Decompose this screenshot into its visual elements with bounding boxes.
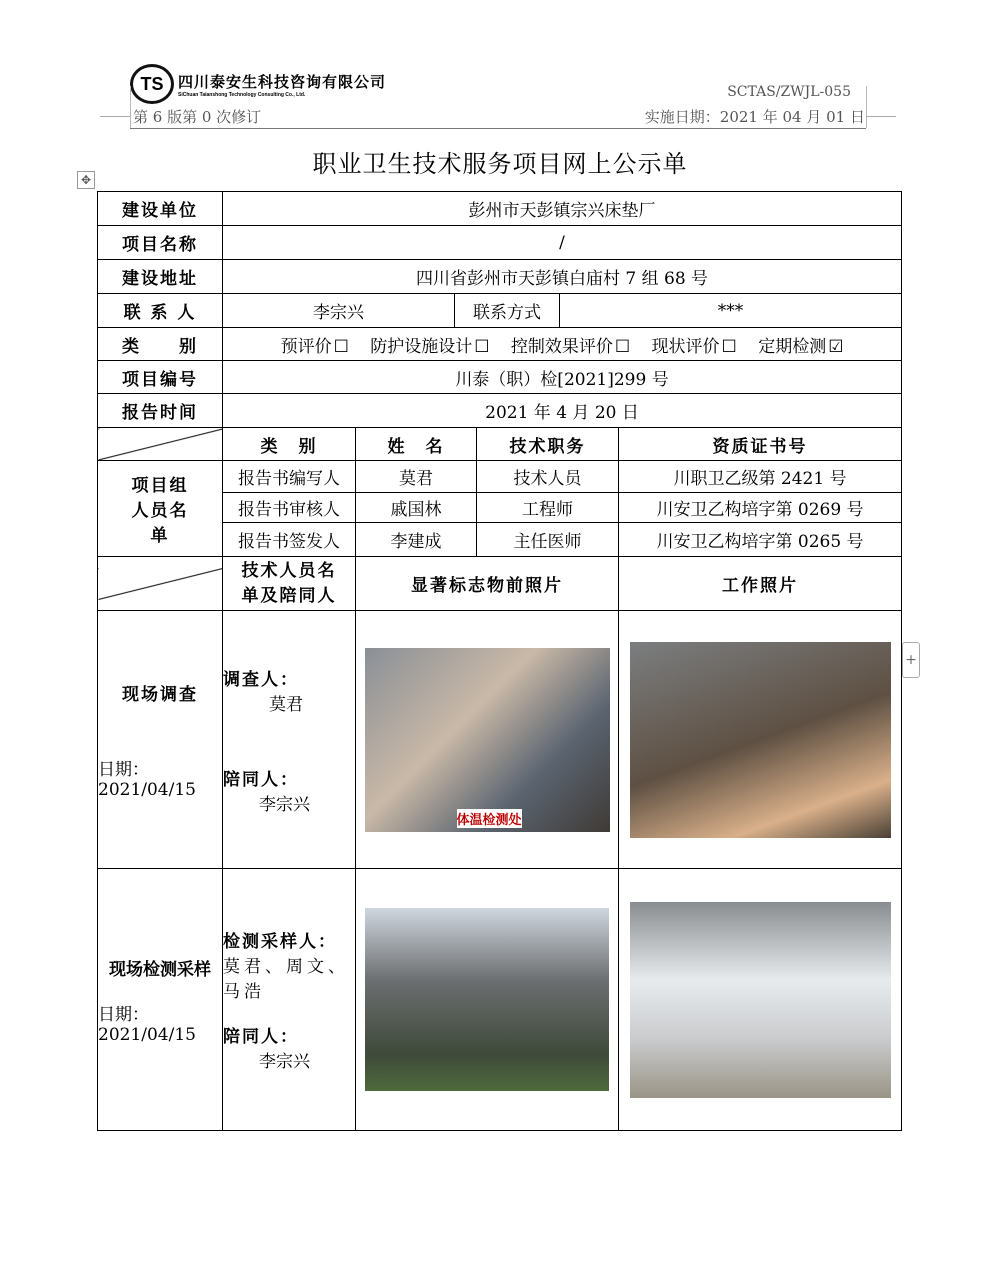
work-photo bbox=[630, 902, 891, 1098]
project-label: 项目名称 bbox=[98, 226, 223, 260]
team-cell: 报告书审核人 bbox=[223, 493, 356, 523]
contact-value: 李宗兴 bbox=[223, 294, 455, 328]
sampling-date: 2021/04/15 bbox=[98, 1024, 196, 1045]
diagonal-cell bbox=[98, 428, 223, 461]
photo-header: 技术人员名单及陪同人 bbox=[223, 557, 356, 611]
header-line bbox=[130, 128, 866, 129]
photo-header: 显著标志物前照片 bbox=[356, 557, 619, 611]
companion-label: 陪同人： bbox=[223, 769, 299, 790]
checkbox[interactable]: ☐ bbox=[474, 336, 490, 357]
companion-name: 李宗兴 bbox=[259, 794, 310, 815]
team-header: 技术职务 bbox=[477, 428, 619, 461]
doc-code: SCTAS/ZWJL-055 bbox=[727, 84, 851, 100]
report-time-value: 2021 年 4 月 20 日 bbox=[223, 394, 902, 428]
category-label: 类 别 bbox=[98, 328, 223, 361]
table-move-handle-icon[interactable]: ✥ bbox=[77, 171, 95, 189]
team-cell: 主任医师 bbox=[477, 523, 619, 557]
date-label: 日期： bbox=[98, 1004, 149, 1025]
company-name-en: SiChuan Taianshong Technology Consulting Co., Ltd. bbox=[178, 91, 306, 98]
team-cell: 戚国林 bbox=[356, 493, 477, 523]
landmark-photo-cell bbox=[356, 869, 619, 1131]
landmark-photo bbox=[365, 908, 609, 1091]
company-logo bbox=[130, 64, 386, 104]
companion-label: 陪同人： bbox=[223, 1027, 299, 1047]
team-cell: 莫君 bbox=[356, 461, 477, 493]
notice-table bbox=[97, 191, 902, 1131]
divider bbox=[100, 116, 130, 117]
category-options bbox=[223, 328, 902, 361]
category-option: 定期检测 bbox=[758, 336, 827, 357]
logo-icon: TS bbox=[130, 64, 174, 104]
impl-date: 实施日期：2021 年 04 月 01 日 bbox=[644, 108, 865, 126]
checkbox-checked[interactable]: ☑ bbox=[828, 336, 844, 357]
date-label: 日期： bbox=[98, 759, 149, 780]
diagonal-cell bbox=[98, 557, 223, 611]
team-label: 项目组人员名单 bbox=[98, 461, 223, 557]
contact-method-value: *** bbox=[560, 294, 902, 328]
investigator-name: 莫君 bbox=[269, 694, 303, 715]
team-cell: 技术人员 bbox=[477, 461, 619, 493]
sampler-label: 检测采样人： bbox=[223, 932, 337, 952]
sign-text: 体温检测处 bbox=[457, 809, 522, 828]
checkbox[interactable]: ☐ bbox=[721, 336, 737, 357]
sampler-names: 莫君、周文、马浩 bbox=[223, 957, 349, 1002]
category-option: 预评价 bbox=[280, 336, 332, 357]
project-value: / bbox=[223, 226, 902, 260]
team-cell: 川安卫乙构培字第 0269 号 bbox=[619, 493, 902, 523]
team-cell: 李建成 bbox=[356, 523, 477, 557]
add-column-button[interactable]: + bbox=[902, 642, 920, 678]
survey-label: 现场调查 bbox=[122, 684, 198, 705]
unit-label: 建设单位 bbox=[98, 192, 223, 226]
company-name-cn: 四川泰安生科技咨询有限公司 bbox=[178, 72, 387, 91]
category-option: 防护设施设计 bbox=[370, 336, 473, 357]
team-cell: 报告书编写人 bbox=[223, 461, 356, 493]
contact-label: 联 系 人 bbox=[98, 294, 223, 328]
companion-name: 李宗兴 bbox=[259, 1052, 310, 1072]
investigator-label: 调查人： bbox=[223, 669, 299, 690]
checkbox[interactable]: ☐ bbox=[614, 336, 631, 357]
sampling-label-cell bbox=[98, 869, 223, 1131]
landmark-photo-cell bbox=[356, 611, 619, 869]
work-photo bbox=[630, 642, 891, 838]
work-photo-cell bbox=[619, 869, 902, 1131]
sampling-people-cell bbox=[223, 869, 356, 1131]
contact-method-label: 联系方式 bbox=[455, 294, 560, 328]
address-label: 建设地址 bbox=[98, 260, 223, 294]
team-cell: 川安卫乙构培字第 0265 号 bbox=[619, 523, 902, 557]
version: 第 6 版第 0 次修订 bbox=[133, 108, 262, 126]
sampling-label: 现场检测采样 bbox=[109, 959, 211, 980]
team-header: 类 别 bbox=[223, 428, 356, 461]
photo-header: 工作照片 bbox=[619, 557, 902, 611]
survey-label-cell bbox=[98, 611, 223, 869]
address-value: 四川省彭州市天彭镇白庙村 7 组 68 号 bbox=[223, 260, 902, 294]
divider bbox=[866, 86, 867, 128]
report-time-label: 报告时间 bbox=[98, 394, 223, 428]
checkbox[interactable]: ☐ bbox=[333, 336, 349, 357]
work-photo-cell bbox=[619, 611, 902, 869]
team-header: 姓 名 bbox=[356, 428, 477, 461]
team-cell: 报告书签发人 bbox=[223, 523, 356, 557]
page-title: 职业卫生技术服务项目网上公示单 bbox=[312, 150, 688, 178]
team-cell: 工程师 bbox=[477, 493, 619, 523]
category-option: 现状评价 bbox=[651, 336, 720, 357]
divider bbox=[866, 116, 896, 117]
survey-date: 2021/04/15 bbox=[98, 779, 196, 800]
number-label: 项目编号 bbox=[98, 361, 223, 394]
landmark-photo bbox=[365, 648, 610, 832]
divider bbox=[130, 86, 131, 128]
unit-value: 彭州市天彭镇宗兴床垫厂 bbox=[223, 192, 902, 226]
team-cell: 川职卫乙级第 2421 号 bbox=[619, 461, 902, 493]
category-option: 控制效果评价 bbox=[510, 336, 613, 357]
number-value: 川泰（职）检[2021]299 号 bbox=[223, 361, 902, 394]
survey-people-cell bbox=[223, 611, 356, 869]
team-header: 资质证书号 bbox=[619, 428, 902, 461]
